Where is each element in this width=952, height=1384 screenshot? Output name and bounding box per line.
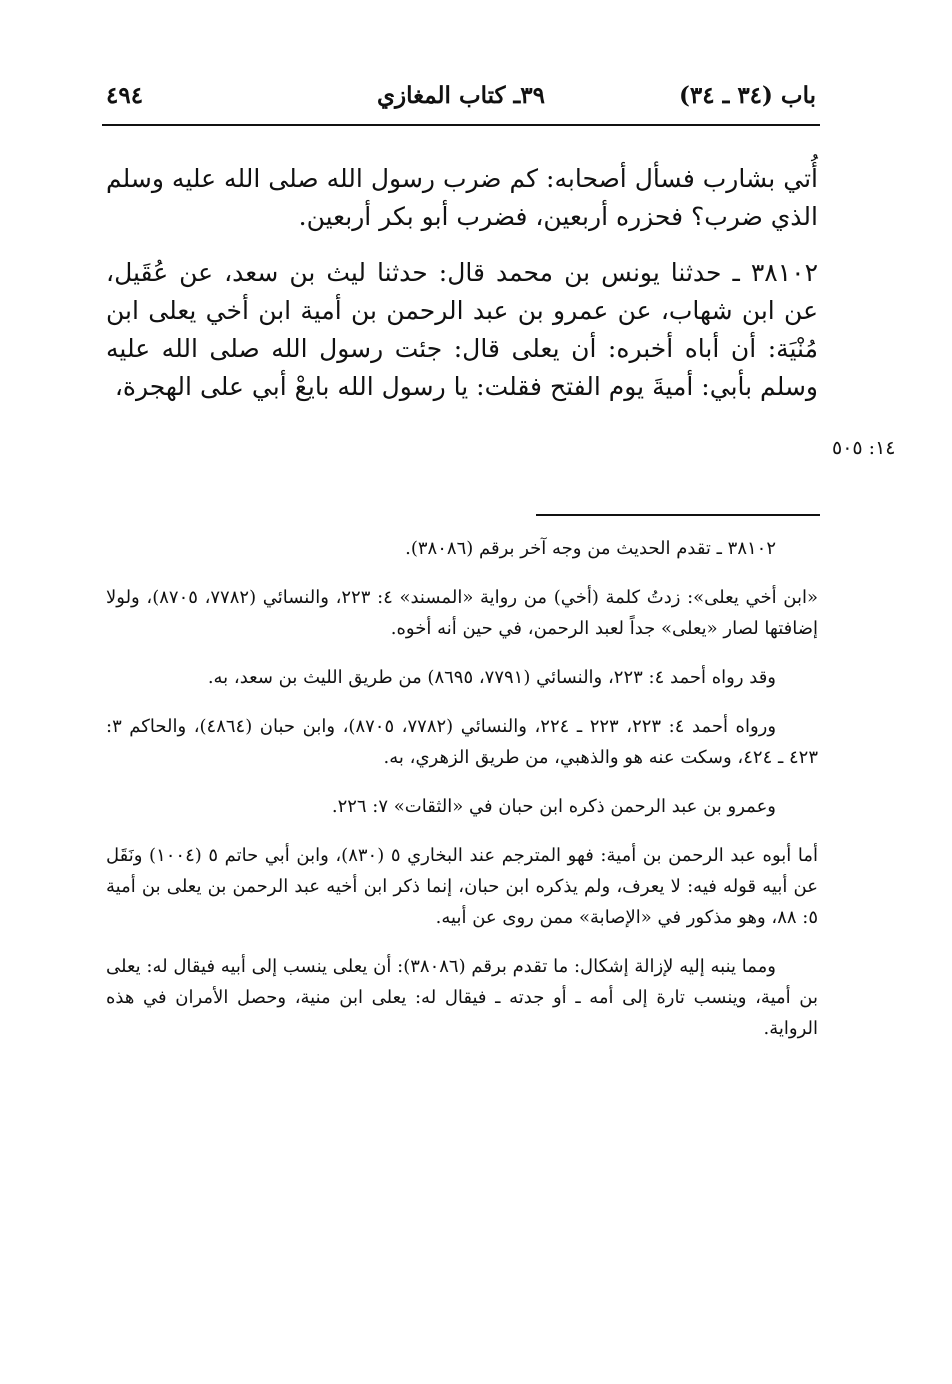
running-header — [102, 80, 820, 120]
page-number: ٤٩٤ — [106, 82, 144, 109]
footnotes — [106, 533, 818, 1062]
footnote-paragraph: أما أبوه عبد الرحمن بن أمية: فهو المترجم عند البخاري ٥ (٨٣٠)، وابن أبي حاتم ٥ (١٠٠٤) ونَقَل عن أبيه قوله فيه: لا يعرف، ولم يذكره ابن حبان، إنما ذكر ابن أخيه عبد الرحمن بن يعلى بن أمية ٥: ٨٨، وهو مذكور في «الإصابة» ممن روى عن أبيه. — [106, 845, 818, 928]
footnote-paragraph: ٣٨١٠٢ ـ تقدم الحديث من وجه آخر برقم (٣٨٠٨٦). — [405, 538, 776, 559]
book-title: ٣٩ـ كتاب المغازي — [377, 82, 545, 109]
margin-reference: ١٤: ٥٠٥ — [832, 437, 896, 459]
main-paragraph: أُتي بشارب فسأل أصحابه: كم ضرب رسول الله صلى الله عليه وسلم الذي ضرب؟ فحزره أربعين، فضرب أبو بكر أربعين. — [106, 164, 818, 231]
footnote-paragraph: ورواه أحمد ٤: ٢٢٣، ٢٢٣ ـ ٢٢٤، والنسائي (٧٧٨٢، ٨٧٠٥)، وابن حبان (٤٨٦٤)، والحاكم ٣: ٤٢٣ ـ ٤٢٤، وسكت عنه هو والذهبي، من طريق الزهري، به. — [106, 716, 818, 768]
footnote-paragraph: ومما ينبه إليه لإزالة إشكال: ما تقدم برقم (٣٨٠٨٦): أن يعلى ينسب إلى أبيه فيقال له: يعلى بن أمية، وينسب تارة إلى أمه ـ أو جدته ـ فيقال له: يعلى ابن منية، وحصل الأمران في هذه الرواية. — [106, 956, 818, 1039]
footnote-rule — [536, 514, 820, 516]
footnote-paragraph: «ابن أخي يعلى»: زدتُ كلمة (أخي) من رواية «المسند» ٤: ٢٢٣، والنسائي (٧٧٨٢، ٨٧٠٥)، ولولا إضافتها لصار «يعلى» جداً لعبد الرحمن، في حين أنه أخوه. — [106, 587, 819, 639]
footnote-paragraph: وعمرو بن عبد الرحمن ذكره ابن حبان في «الثقات» ٧: ٢٢٦. — [331, 796, 776, 817]
header-rule — [102, 124, 820, 126]
chapter-label: باب (٣٤ ـ ٣٤) — [678, 82, 816, 109]
footnote-paragraph: وقد رواه أحمد ٤: ٢٢٣، والنسائي (٧٧٩١، ٨٦٩٥) من طريق الليث بن سعد، به. — [207, 667, 776, 688]
hadith-paragraph: ٣٨١٠٢ ـ حدثنا يونس بن محمد قال: حدثنا ليث بن سعد، عن عُقَيل، عن ابن شهاب، عن عمرو بن عبد الرحمن بن أمية ابن أخي يعلى ابن مُنْيَة: أن أباه أخبره: أن يعلى قال: جئت رسول الله صلى الله عليه وسلم بأبي: أميةَ يوم الفتح فقلت: يا رسول الله بايعْ أبي على الهجرة، — [106, 258, 818, 401]
main-text — [106, 160, 818, 424]
